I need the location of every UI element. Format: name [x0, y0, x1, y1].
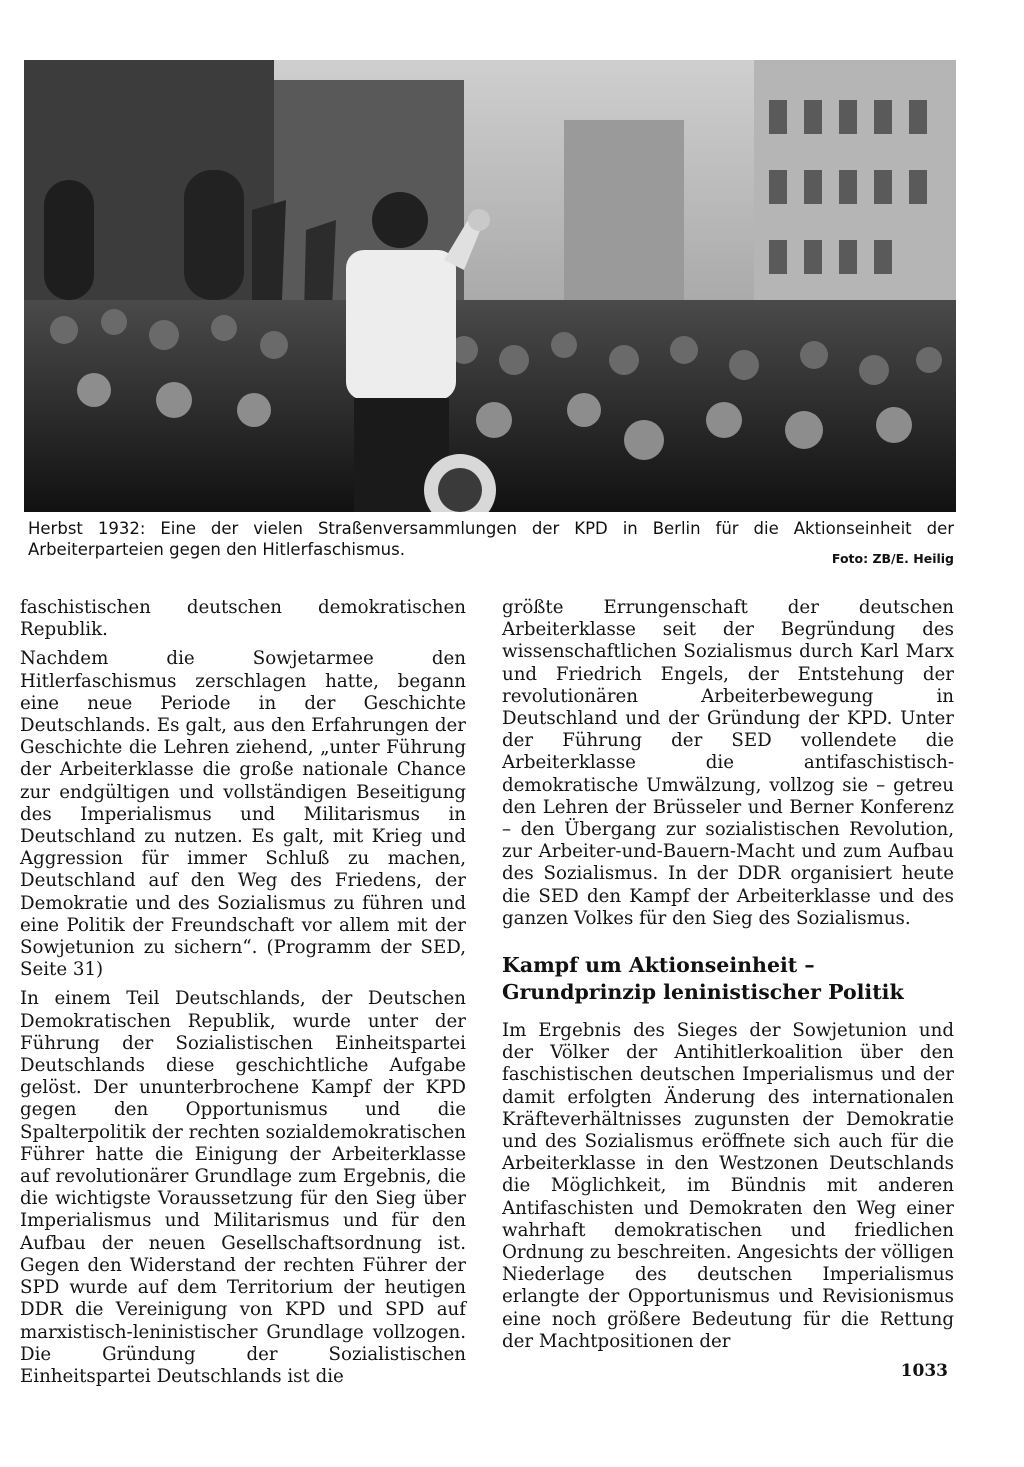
paragraph: Im Ergebnis des Sieges der Sowjetunion und der Völker der Antihitlerkoalition über den faschistischen deutschen Imperialismus und der damit erfolgten Änderung des internationalen Kräfteverhältnisses zugunsten der Demokratie und des Sozialismus eröffnete sich auch für die Arbeiterklasse in den Westzonen Deutschlands die Möglichkeit, im Bündnis mit anderen Antifaschisten und Demokraten den Weg einer wahrhaft demokratischen und friedlichen Ordnung zu beschreiten. Angesichts der völligen Niederlage des deutschen Imperialismus erlangte der Opportunismus und Revisionismus eine noch größere Bedeutung für die Rettung der Machtpositionen der: [502, 1020, 954, 1352]
page-number: 1033: [900, 1361, 948, 1381]
paragraph: Nachdem die Sowjetarmee den Hitlerfaschismus zerschlagen hatte, begann eine neue Periode in der Geschichte Deutschlands. Es galt, aus den Erfahrungen der Geschichte die Lehren ziehend, „unter Führung der Arbeiterklasse die große nationale Chance zur endgültigen und vollständigen Beseitigung des Imperialismus und Militarismus in Deutschland zu nutzen. Es galt, mit Krieg und Aggression für immer Schluß zu machen, Deutschland auf den Weg des Friedens, der Demokratie und des Sozialismus zu führen und eine Politik der Freundschaft vor allem mit der Sowjetunion zu sichern“. (Programm der SED, Seite 31): [20, 648, 466, 981]
section-heading-line: Kampf um Aktionseinheit –: [502, 953, 815, 978]
section-heading-line: Grundprinzip leninistischer Politik: [502, 980, 904, 1005]
paragraph: faschistischen deutschen demokratischen Republik.: [20, 597, 466, 641]
street-rally-photo-icon: [24, 60, 956, 512]
left-column: [20, 597, 466, 1395]
photo-caption: Herbst 1932: Eine der vielen Straßenversammlungen der KPD in Berlin für die Aktionseinheit der Arbeiterparteien gegen den Hitlerfaschismus.: [28, 519, 954, 559]
street-rally-photo: [24, 60, 956, 512]
photo-credit: Foto: ZB/E. Heilig: [831, 551, 954, 566]
paragraph: größte Errungenschaft der deutschen Arbeiterklasse seit der Begründung des wissenschaftlichen Sozialismus durch Karl Marx und Friedrich Engels, der Entstehung der revolutionären Arbeiterbewegung in Deutschland und der Gründung der KPD. Unter der Führung der SED vollendete die Arbeiterklasse die antifaschistisch-demokratische Umwälzung, vollzog sie – getreu den Lehren der Brüsseler und Berner Konferenz – den Übergang zur sozialistischen Revolution, zur Arbeiter-und-Bauern-Macht und zum Aufbau des Sozialismus. In der DDR organisiert heute die SED den Kampf der Arbeiterklasse und des ganzen Volkes für den Sieg des Sozialismus.: [502, 597, 954, 929]
paragraph: In einem Teil Deutschlands, der Deutschen Demokratischen Republik, wurde unter der Führung der Sozialistischen Einheitspartei Deutschlands diese geschichtliche Aufgabe gelöst. Der ununterbrochene Kampf der KPD gegen den Opportunismus und die Spalterpolitik der rechten sozialdemokratischen Führer hatte die Einigung der Arbeiterklasse auf revolutionärer Grundlage zum Ergebnis, die die wichtigste Voraussetzung für den Sieg über Imperialismus und Militarismus und für den Aufbau der neuen Gesellschaftsordnung ist. Gegen den Widerstand der rechten Führer der SPD wurde auf dem Territorium der heutigen DDR die Vereinigung von KPD und SPD auf marxistisch-leninistischer Grundlage vollzogen. Die Gründung der Sozialistischen Einheitspartei Deutschlands ist die: [20, 988, 466, 1387]
right-column: [502, 597, 954, 1360]
section-heading: [502, 952, 954, 1006]
